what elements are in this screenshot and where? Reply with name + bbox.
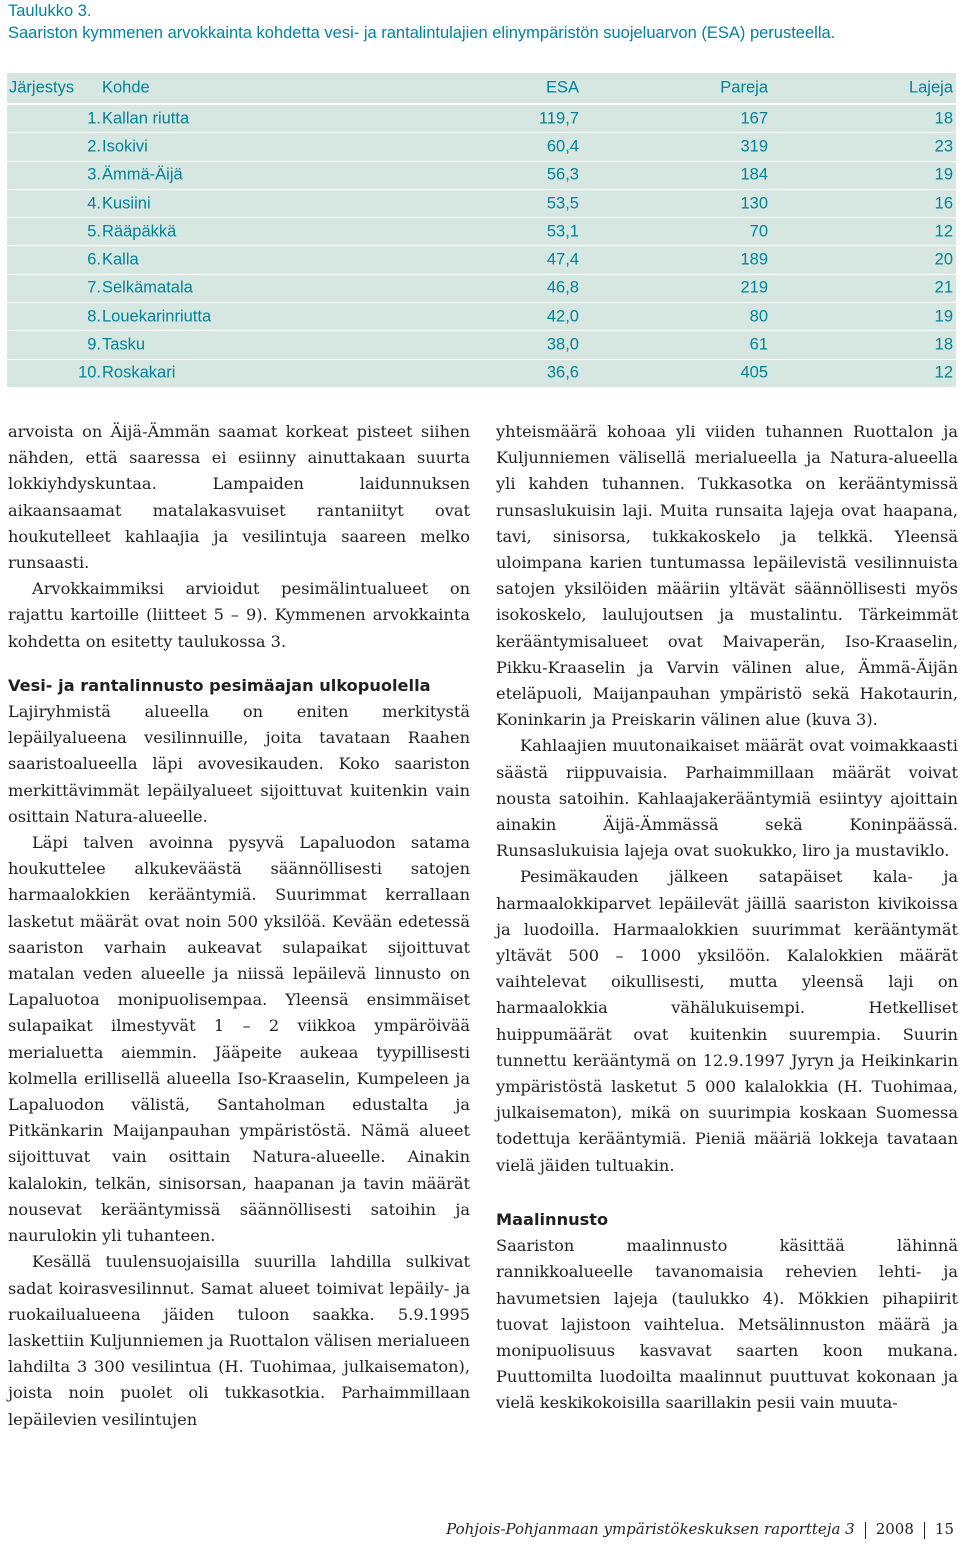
table-title: Taulukko 3. bbox=[8, 2, 92, 20]
row-species: 12 bbox=[934, 363, 953, 382]
row-site: Roskakari bbox=[102, 363, 176, 382]
row-esa: 53,1 bbox=[546, 222, 579, 241]
header-pairs: Pareja bbox=[720, 78, 768, 97]
row-esa: 119,7 bbox=[538, 109, 579, 128]
row-site: Louekarinriutta bbox=[102, 307, 212, 326]
row-pairs: 80 bbox=[749, 307, 768, 326]
row-site: Rääpäkkä bbox=[102, 222, 177, 241]
section-heading: Vesi- ja rantalinnusto pesimäajan ulkopuolella bbox=[8, 675, 431, 695]
journal-name: Pohjois-Pohjanmaan ympäristökeskuksen raportteja 3 bbox=[446, 1520, 855, 1538]
footer-divider bbox=[865, 1522, 866, 1539]
row-site: Kallan riutta bbox=[102, 109, 190, 128]
row-species: 21 bbox=[934, 278, 953, 297]
table-row bbox=[7, 274, 956, 302]
table-row bbox=[7, 245, 956, 273]
table-header-row bbox=[7, 73, 956, 104]
row-species: 23 bbox=[934, 137, 953, 156]
table-row bbox=[7, 359, 956, 387]
paragraph: Läpi talven avoinna pysyvä Lapaluodon satama houkuttelee alkukeväästä säännöllisesti satojen harmaalokkien kerääntymiä. Suurimmat kerrallaan lasketut määrät ovat noin 500 yksilöä. Kevään edetessä saariston varhain aukeavat sulapaikat sijoittuvat matalan veden alueelle ja niissä lepäilevä linnusto on Lapaluotoa monipuolisempaa. Yleensä ensimmäiset sulapaikat ilmestyvät 1 – 2 viikkoa ympäröivää merialuetta aiemmin. Jääpeite aukeaa tyypillisesti kolmella erillisellä alueella Iso-Kraaselin, Kumpeleen ja Lapaluodon välistä, Santaholman edustalta ja Pitkänkarin Maijanpauhan ympäristöstä. Nämä alueet sijoittuvat vain osittain Natura-alueelle. Ainakin kalalokin, telkän, sinisorsan, haapanan ja tavin määrät nousevat kerääntymissä säännöllisesti satoihin ja naurulokin yli tuhanteen. bbox=[8, 833, 470, 1246]
row-esa: 53,5 bbox=[546, 194, 579, 213]
left-text-column bbox=[8, 419, 470, 1433]
page-number: 15 bbox=[934, 1520, 954, 1538]
paragraph: Kahlaajien muutonaikaiset määrät ovat voimakkaasti säästä riippuvaisia. Parhaimmillaan määrät voivat nousta satoihin. Kahlaajakerääntymiä esiintyy ajoittain ainakin Äijä-Ämmässä sekä Koninpäässä. Runsaslukuisia lajeja ovat suokukko, liro ja mustaviklo. bbox=[496, 736, 958, 861]
row-site: Tasku bbox=[102, 335, 146, 354]
row-species: 19 bbox=[934, 307, 953, 326]
spacer bbox=[496, 1179, 958, 1207]
row-esa: 60,4 bbox=[546, 137, 579, 156]
row-species: 18 bbox=[934, 109, 953, 128]
paragraph: Pesimäkauden jälkeen satapäiset kala- ja harmaalokkiparvet lepäilevät jäillä saariston kivikoissa ja luodoilla. Harmaalokkien suurimmat kerääntymät yltävät 500 – 1000 yksilöön. Kalalokkien määrät vaihtelevat oikullisesti, mutta yleensä laji on harmaalokkia vähälukuisempi. Hetkelliset huippumäärät ovat kuitenkin suurempia. Suurin tunnettu kerääntymä on 12.9.1997 Jyryn ja Heikinkarin ympäristöstä lasketut 5 000 kalalokkia (H. Tuohimaa, julkaisematon), mikä on suurimpia koskaan Suomessa todettuja kerääntymiä. Pieniä määriä lokkeja tavataan vielä jäiden tultuakin. bbox=[496, 867, 958, 1175]
table-row bbox=[7, 132, 956, 160]
row-species: 16 bbox=[934, 194, 953, 213]
row-pairs: 61 bbox=[749, 335, 768, 354]
header-rank: Järjestys bbox=[9, 78, 75, 97]
table-row bbox=[7, 330, 956, 358]
row-site: Selkämatala bbox=[102, 278, 193, 297]
row-pairs: 130 bbox=[740, 194, 768, 213]
row-species: 19 bbox=[934, 165, 953, 184]
paragraph: Arvokkaimmiksi arvioidut pesimälintualueet on rajattu kartoille (liitteet 5 – 9). Kymmenen arvokkainta kohdetta on esitetty taulukossa 3. bbox=[8, 579, 470, 651]
row-species: 12 bbox=[934, 222, 953, 241]
row-esa: 46,8 bbox=[546, 278, 579, 297]
row-pairs: 184 bbox=[740, 165, 768, 184]
page-footer bbox=[446, 1520, 954, 1539]
table-caption bbox=[8, 0, 953, 44]
paragraph: Saariston maalinnusto käsittää lähinnä rannikkoalueelle tavanomaisia rehevien lehti- ja havumetsien lajeja (taulukko 4). Mökkien pihapiirit tuovat lajistoon vaihtelua. Metsälinnuston määrä ja monipuolisuus kasvavat saarten koon mukana. Puuttomilta luodoilta maalinnut puuttuvat kokonaan ja vielä keskikokoisilla saarillakin pesii vain muuta- bbox=[496, 1236, 958, 1413]
row-esa: 36,6 bbox=[546, 363, 579, 382]
row-pairs: 189 bbox=[740, 250, 768, 269]
header-site: Kohde bbox=[102, 78, 150, 97]
row-rank: 1. bbox=[87, 109, 101, 128]
row-site: Kusiini bbox=[102, 194, 151, 213]
row-esa: 56,3 bbox=[546, 165, 579, 184]
row-pairs: 319 bbox=[740, 137, 768, 156]
row-species: 20 bbox=[934, 250, 953, 269]
row-pairs: 405 bbox=[740, 363, 768, 382]
row-pairs: 219 bbox=[740, 278, 768, 297]
row-esa: 42,0 bbox=[546, 307, 579, 326]
header-esa: ESA bbox=[545, 78, 579, 97]
row-rank: 7. bbox=[87, 278, 101, 297]
data-table bbox=[7, 73, 956, 387]
row-rank: 2. bbox=[87, 137, 101, 156]
row-rank: 9. bbox=[87, 335, 101, 354]
paragraph: arvoista on Äijä-Ämmän saamat korkeat pisteet siihen nähden, että saaressa ei esiinny ainuttakaan suurta lokkiyhdyskuntaa. Lampaiden laidunnuksen aikaansaamat matalakasvuiset rantaniityt ovat houkutelleet kahlaajia ja vesilintuja saareen melko runsaasti. bbox=[8, 422, 470, 573]
row-rank: 4. bbox=[87, 194, 101, 213]
footer-divider bbox=[924, 1522, 925, 1539]
header-species: Lajeja bbox=[908, 78, 953, 97]
table-row bbox=[7, 217, 956, 245]
row-esa: 38,0 bbox=[546, 335, 579, 354]
row-site: Kalla bbox=[102, 250, 139, 269]
right-text-column bbox=[496, 419, 958, 1417]
row-rank: 8. bbox=[87, 307, 101, 326]
row-site: Ämmä-Äijä bbox=[102, 165, 183, 184]
row-pairs: 167 bbox=[740, 109, 768, 128]
spacer bbox=[8, 655, 470, 673]
row-rank: 3. bbox=[87, 165, 101, 184]
row-esa: 47,4 bbox=[546, 250, 579, 269]
section-heading: Maalinnusto bbox=[496, 1209, 609, 1229]
row-rank: 10. bbox=[78, 363, 101, 382]
row-site: Isokivi bbox=[102, 137, 148, 156]
paragraph: Lajiryhmistä alueella on eniten merkitystä lepäilyalueena vesilinnuille, joita tavataan Raahen saaristoalueella läpi avovesikauden. Koko saariston merkittävimmät lepäilyalueet sijoittuvat kuitenkin vain osittain Natura-alueelle. bbox=[8, 702, 470, 826]
footer-year: 2008 bbox=[875, 1520, 914, 1538]
table-row bbox=[7, 161, 956, 189]
table-row bbox=[7, 189, 956, 217]
row-rank: 6. bbox=[87, 250, 101, 269]
table-row bbox=[7, 302, 956, 330]
table-row bbox=[7, 104, 956, 132]
table-description: Saariston kymmenen arvokkainta kohdetta vesi- ja rantalintulajien elinympäristön suojeluarvon (ESA) perusteella. bbox=[8, 24, 836, 42]
paragraph: yhteismäärä kohoaa yli viiden tuhannen Ruottalon ja Kuljunniemen välisellä merialueella ja Natura-alueella yli kahden tuhannen. Tukkasotka on kerääntymissä runsaslukuisin laji. Muita runsaita lajeja ovat haapana, tavi, sinisorsa, tukkakoskelo ja telkkä. Yleensä uloimpana karien tuntumassa lepäilevistä vesilinnuista satojen yksilöiden määriin yltävät säännöllisesti myös isokoskelo, laulujoutsen ja mustalintu. Tärkeimmät kerääntymisalueet ovat Maivaperän, Iso-Kraaselin, Pikku-Kraaselin ja Varvin välinen alue, Ämmä-Äijän eteläpuoli, Maijanpauhan ympäristö sekä Hakotaurin, Koninkarin ja Preiskarin välinen alue (kuva 3). bbox=[496, 422, 958, 730]
row-pairs: 70 bbox=[749, 222, 768, 241]
row-rank: 5. bbox=[87, 222, 101, 241]
row-species: 18 bbox=[934, 335, 953, 354]
paragraph: Kesällä tuulensuojaisilla suurilla lahdilla sulkivat sadat koirasvesilinnut. Samat alueet toimivat lepäily- ja ruokailualueena jäiden tuloon saakka. 5.9.1995 laskettiin Kuljunniemen ja Ruottalon välisen merialueen lahdilta 3 300 vesilintua (H. Tuohimaa, julkaisematon), joista noin puolet oli tukkasotkia. Parhaimmillaan lepäilevien vesilintujen bbox=[8, 1252, 470, 1429]
